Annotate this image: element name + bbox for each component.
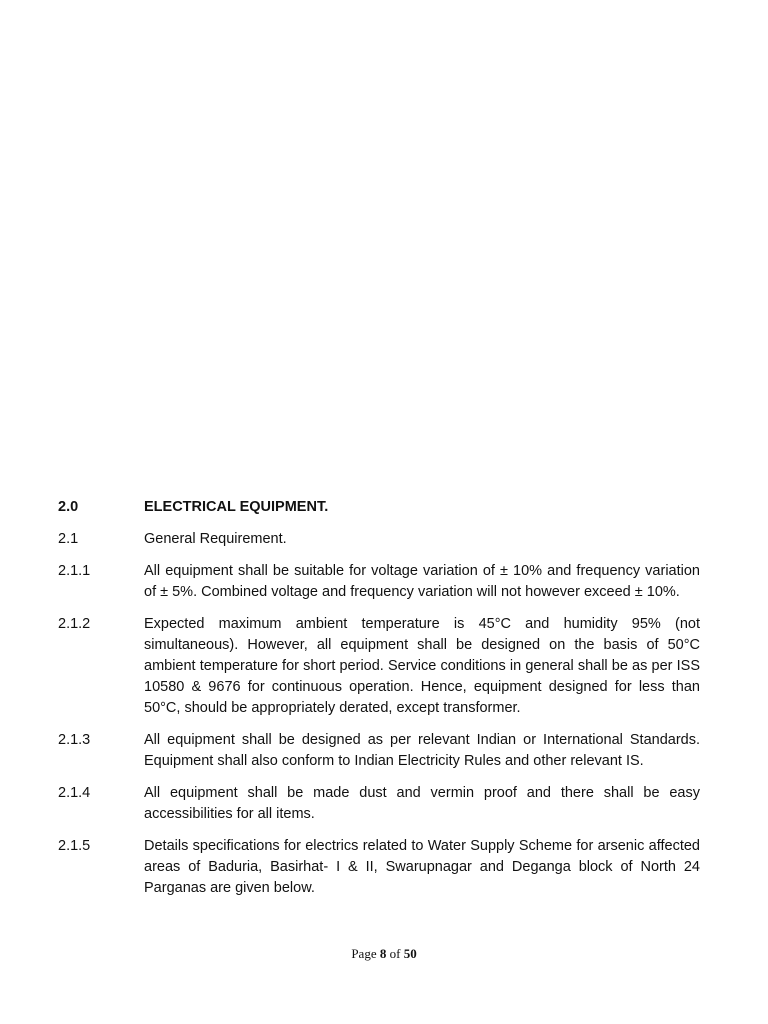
clause-text: All equipment shall be made dust and vermin proof and there shall be easy accessibilities for all items. <box>144 785 700 822</box>
clause-text: All equipment shall be designed as per relevant Indian or International Standards. Equipment shall also conform to Indian Electricity Rules and other relevant IS. <box>144 732 700 769</box>
clause-2-1-4 <box>58 783 700 825</box>
clause-2-1 <box>58 529 700 550</box>
clause-2-1-5 <box>58 836 700 899</box>
clause-2-1-3 <box>58 730 700 772</box>
clause-text: General Requirement. <box>144 531 287 547</box>
page-label: Page <box>351 946 377 961</box>
clause-2-1-1 <box>58 561 700 603</box>
clause-2-1-2 <box>58 614 700 719</box>
clause-number: 2.1.5 <box>58 838 91 854</box>
section-heading-title: ELECTRICAL EQUIPMENT. <box>144 499 329 515</box>
page-footer <box>0 946 768 962</box>
page-total: 50 <box>403 946 417 961</box>
section-heading <box>58 497 700 518</box>
section-heading-number: 2.0 <box>58 499 79 515</box>
clause-number: 2.1 <box>58 531 79 547</box>
of-label: of <box>389 946 401 961</box>
clause-number: 2.1.4 <box>58 785 91 801</box>
clause-text: All equipment shall be suitable for voltage variation of ± 10% and frequency variation of ± 5%. Combined voltage and frequency variation will not however exceed ± 10%. <box>144 563 700 600</box>
clause-number: 2.1.1 <box>58 563 91 579</box>
electrical-equipment-section <box>58 497 700 910</box>
clause-number: 2.1.2 <box>58 616 91 632</box>
clause-text: Expected maximum ambient temperature is 45°C and humidity 95% (not simultaneous). However, all equipment shall be designed on the basis of 50°C ambient temperature for short period. Service conditions in general shall be as per ISS 10580 & 9676 for continuous operation. Hence, equipment designed for less than 50°C, should be appropriately derated, except transformer. <box>144 616 700 716</box>
page-number: 8 <box>379 946 387 961</box>
clause-number: 2.1.3 <box>58 732 91 748</box>
clause-text: Details specifications for electrics related to Water Supply Scheme for arsenic affected areas of Baduria, Basirhat- I & II, Swarupnagar and Deganga block of North 24 Parganas are given below. <box>144 838 700 896</box>
